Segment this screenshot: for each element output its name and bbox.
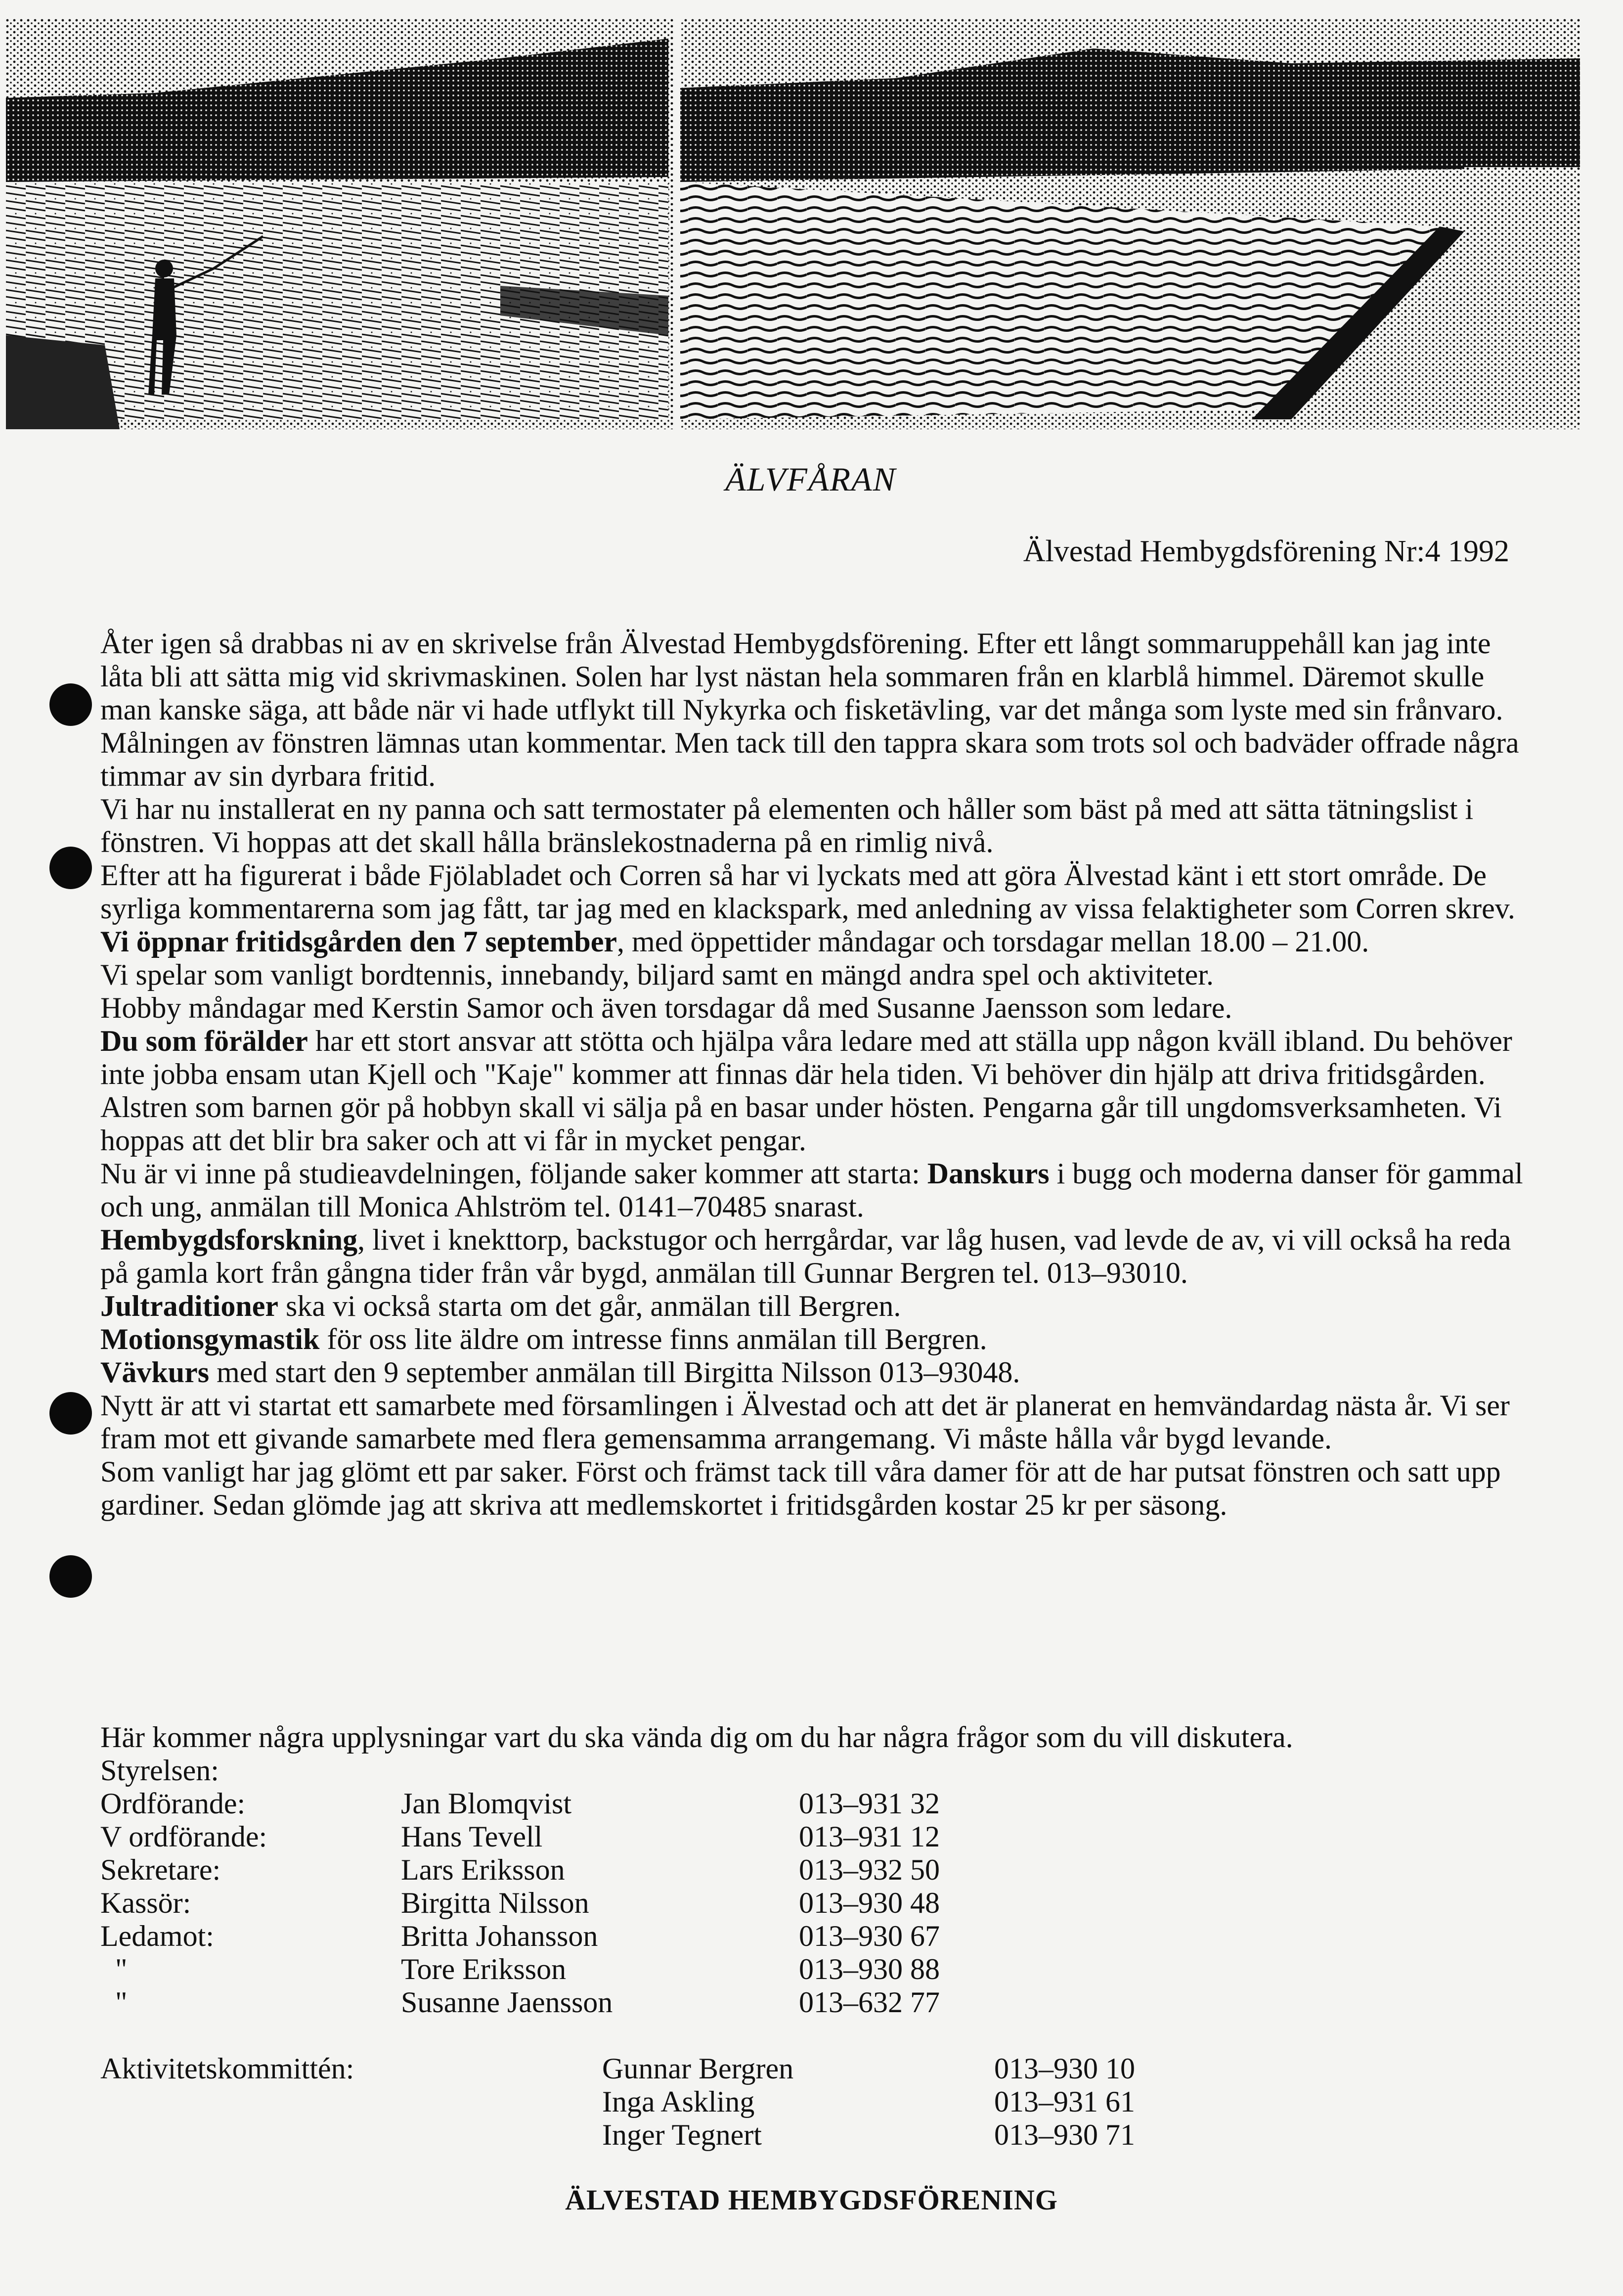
- board-heading: Styrelsen:: [100, 1754, 219, 1787]
- letter-body: [100, 627, 1524, 1522]
- paragraph-text: Vi har nu installerat en ny panna och satt termostater på elementen och håller som bäst på med att sätta tätningslist i fönstren. Vi hoppas att det skall hålla bränslekostnaderna på en rimlig nivå.: [100, 793, 1474, 858]
- paragraph-text: Hobby måndagar med Kerstin Samor och även torsdagar då med Susanne Jaensson som ledare.: [100, 991, 1232, 1024]
- board-member-row: [100, 1986, 1524, 2019]
- body-paragraph: [100, 1356, 1524, 1389]
- paragraph-text: Nu är vi inne på studieavdelningen, följande saker kommer att starta:: [100, 1157, 927, 1190]
- member-phone: 013–930 71: [994, 2118, 1135, 2151]
- board-member-row: [100, 1820, 1524, 1853]
- paragraph-text: Vi spelar som vanligt bordtennis, innebandy, biljard samt en mängd andra spel och aktiviteter.: [100, 958, 1214, 991]
- body-paragraph: [100, 1323, 1524, 1356]
- paragraph-text: Som vanligt har jag glömt ett par saker. Först och främst tack till våra damer för att de har putsat fönstren och satt upp gardiner. Sedan glömde jag att skriva att medlemskortet i fritidsgården kostar 25 kr per säsong.: [100, 1455, 1501, 1521]
- board-member-row: [100, 1787, 1524, 1820]
- body-paragraph: [100, 1157, 1524, 1223]
- member-role: Sekretare:: [100, 1853, 221, 1886]
- bold-heading-text: Hembygdsforskning: [100, 1223, 358, 1256]
- body-paragraph: [100, 1290, 1524, 1323]
- body-paragraph: [100, 1025, 1524, 1157]
- contact-intro: Här kommer några upplysningar vart du ska vända dig om du har några frågor som du vill diskutera.: [100, 1721, 1293, 1754]
- bold-heading-text: Vi öppnar fritidsgården den 7 september: [100, 925, 617, 958]
- punch-hole: [49, 847, 92, 889]
- member-phone: 013–930 88: [799, 1953, 940, 1985]
- bold-heading-text: Motionsgymastik: [100, 1323, 320, 1355]
- bold-heading-text: Vävkurs: [100, 1356, 210, 1389]
- bold-heading-text: Danskurs: [927, 1157, 1050, 1190]
- committee-member-row: [100, 2118, 1524, 2152]
- paragraph-text: Åter igen så drabbas ni av en skrivelse från Älvestad Hembygdsförening. Efter ett långt sommaruppehåll kan jag inte låta bli att sätta mig vid skrivmaskinen. Solen har lyst nästan hela sommaren från en klarblå himmel. Däremot skulle man kanske säga, att både när vi hade utflykt till Nykyrka och fisketävling, var det många som lyste med sin frånvaro. Målningen av fönstren lämnas utan kommentar. Men tack till den tappra skara som trots sol och badväder offrade några timmar av sin dyrbara fritid.: [100, 627, 1519, 792]
- member-role: ": [100, 1953, 128, 1985]
- punch-hole: [49, 1392, 92, 1435]
- member-role: Ordförande:: [100, 1787, 246, 1820]
- member-role: ": [100, 1986, 128, 2019]
- member-name: Tore Eriksson: [401, 1953, 567, 1985]
- footer-organization: ÄLVESTAD HEMBYGDSFÖRENING: [565, 2184, 1058, 2216]
- member-phone: 013–930 48: [799, 1887, 940, 1919]
- body-paragraph: [100, 627, 1524, 793]
- member-role: Ledamot:: [100, 1920, 214, 1952]
- body-paragraph: [100, 859, 1524, 925]
- member-phone: 013–931 32: [799, 1787, 940, 1820]
- body-paragraph: [100, 1455, 1524, 1522]
- newsletter-title: ÄLVFÅRAN: [725, 460, 896, 498]
- header-landscape-image: [6, 19, 1580, 429]
- committee-heading: Aktivitetskommittén:: [100, 2052, 354, 2085]
- member-role: V ordförande:: [100, 1820, 267, 1853]
- member-name: Gunnar Bergren: [602, 2052, 794, 2085]
- board-member-row: [100, 1853, 1524, 1887]
- issue-line: Älvestad Hembygdsförening Nr:4 1992: [1023, 535, 1509, 568]
- paragraph-text: har ett stort ansvar att stötta och hjälpa våra ledare med att ställa upp någon kväll ibland. Du behöver inte jobba ensam utan Kjell och "Kaje" kommer att finnas där hela tiden. Vi behöver din hjälp att driva fritidsgården. Alstren som barnen gör på hobbyn skall vi sälja på en basar under hösten. Pengarna går till ungdomsverksamheten. Vi hoppas att det blir bra saker och att vi får in mycket pengar.: [100, 1025, 1512, 1157]
- body-paragraph: [100, 991, 1524, 1025]
- member-phone: 013–931 12: [799, 1820, 940, 1853]
- board-member-row: [100, 1887, 1524, 1920]
- member-name: Inga Askling: [602, 2085, 755, 2118]
- member-phone: 013–930 10: [994, 2052, 1135, 2085]
- member-name: Lars Eriksson: [401, 1853, 565, 1886]
- paragraph-text: Efter att ha figurerat i både Fjölabladet och Corren så har vi lyckats med att göra Älvestad känt i ett stort område. De syrliga kommentarerna som jag fått, tar jag med en klackspark, med anledning av vissa felaktigheter som Corren skrev.: [100, 859, 1515, 925]
- body-paragraph: [100, 925, 1524, 958]
- member-phone: 013–930 67: [799, 1920, 940, 1952]
- committee-member-row: [100, 2052, 1524, 2085]
- member-name: Birgitta Nilsson: [401, 1887, 589, 1919]
- bold-heading-text: Jultraditioner: [100, 1290, 278, 1322]
- member-name: Jan Blomqvist: [401, 1787, 572, 1820]
- board-member-row: [100, 1953, 1524, 1986]
- paragraph-text: , med öppettider måndagar och torsdagar mellan 18.00 – 21.00.: [617, 925, 1369, 958]
- body-paragraph: [100, 1389, 1524, 1455]
- member-phone: 013–932 50: [799, 1853, 940, 1886]
- member-phone: 013–632 77: [799, 1986, 940, 2019]
- board-member-row: [100, 1920, 1524, 1953]
- member-phone: 013–931 61: [994, 2085, 1135, 2118]
- paragraph-text: , livet i knekttorp, backstugor och herrgårdar, var låg husen, vad levde de av, vi vill också ha reda på gamla kort från gångna tider från vår bygd, anmälan till Gunnar Bergren tel. 013–93010.: [100, 1223, 1511, 1289]
- member-name: Hans Tevell: [401, 1820, 543, 1853]
- member-name: Susanne Jaensson: [401, 1986, 613, 2019]
- member-name: Britta Johansson: [401, 1920, 598, 1952]
- paragraph-text: med start den 9 september anmälan till Birgitta Nilsson 013–93048.: [209, 1356, 1020, 1389]
- body-paragraph: [100, 958, 1524, 991]
- member-name: Inger Tegnert: [602, 2118, 762, 2151]
- committee-member-row: [100, 2085, 1524, 2118]
- paragraph-text: för oss lite äldre om intresse finns anmälan till Bergren.: [319, 1323, 987, 1355]
- paragraph-text: i bugg och moderna danser för gammal och ung, anmälan till Monica Ahlström tel. 0141–70485 snarast.: [100, 1157, 1523, 1223]
- body-paragraph: [100, 1223, 1524, 1290]
- punch-hole: [49, 1555, 92, 1598]
- punch-hole: [49, 683, 92, 726]
- paragraph-text: ska vi också starta om det går, anmälan till Bergren.: [278, 1290, 901, 1322]
- body-paragraph: [100, 793, 1524, 859]
- member-role: Kassör:: [100, 1887, 191, 1919]
- contact-section: [100, 1721, 1524, 2152]
- paragraph-text: Nytt är att vi startat ett samarbete med församlingen i Älvestad och att det är planerat en hemvändardag nästa år. Vi ser fram mot ett givande samarbete med flera gemensamma arrangemang. Vi måste hålla vår bygd levande.: [100, 1389, 1510, 1455]
- bold-heading-text: Du som förälder: [100, 1025, 308, 1057]
